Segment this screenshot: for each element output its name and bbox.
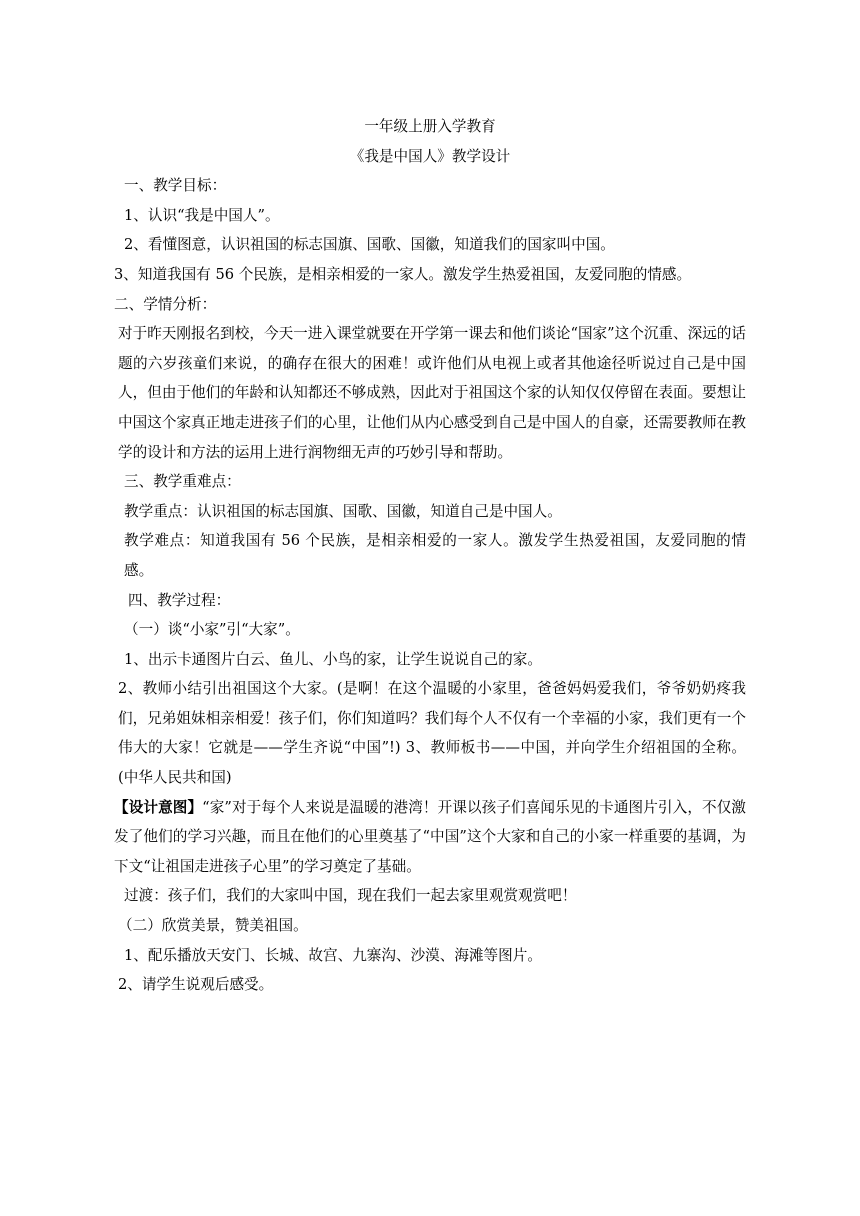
process-part2-item2: 2、请学生说观后感受。 [118,976,274,994]
process-part2-heading: （二）欣赏美景，赞美祖国。 [118,917,308,935]
design-intent-label: 【设计意图】 [114,798,203,816]
document-title: 一年级上册入学教育 [364,118,496,135]
design-intent-text: “家”对于每个人来说是温暖的港湾！开课以孩子们喜闻乐见的卡通图片引入，不仅激发了他们的学习兴趣，而且在他们的心里奠基了“中国”这个大家和自己的小家一样重要的基调，为下文“让祖国走进孩子心里”的学习奠定了基础。 [114,798,746,875]
section-heading-process: 四、教学过程： [128,591,231,609]
section-heading-analysis: 二、学情分析： [114,295,217,313]
section-heading-key-points: 三、教学重难点： [124,473,241,491]
document-body [114,112,746,1000]
process-part1-heading: （一）谈“小家”引“大家”。 [124,621,300,639]
process-part1-item1: 1、出示卡通图片白云、鱼儿、小鸟的家，让学生说说自己的家。 [124,650,542,668]
process-part2-item1: 1、配乐播放天安门、长城、故宫、九寨沟、沙漠、海滩等图片。 [124,946,542,964]
difficult-point-text: 教学难点：知道我国有 56 个民族，是相亲相爱的一家人。激发学生热爱祖国，友爱同胞的情感。 [124,532,746,579]
process-part1-item2: 2、教师小结引出祖国这个大家。(是啊！在这个温暖的小家里，爸爸妈妈爱我们，爷爷奶奶疼我们，兄弟姐妹相亲相爱！孩子们，你们知道吗？我们每个人不仅有一个幸福的小家，我们更有一个伟大的大家！它就是——学生齐说“中国”!) 3、教师板书——中国，并向学生介绍祖国的全称。(中华人民共和国) [118,680,746,787]
document-subtitle: 《我是中国人》教学设计 [349,147,511,165]
key-point-text: 教学重点：认识祖国的标志国旗、国歌、国徽，知道自己是中国人。 [124,502,562,520]
objective-item-1: 1、认识“我是中国人”。 [124,206,280,224]
objective-item-3: 3、知道我国有 56 个民族，是相亲相爱的一家人。激发学生热爱祖国，友爱同胞的情感。 [114,265,692,283]
transition-text: 过渡：孩子们，我们的大家叫中国，现在我们一起去家里观赏观赏吧！ [124,887,577,905]
section-heading-objectives: 一、教学目标： [124,177,227,195]
analysis-paragraph: 对于昨天刚报名到校，今天一进入课堂就要在开学第一课去和他们谈论“国家”这个沉重、深远的话题的六岁孩童们来说，的确存在很大的困难！或许他们从电视上或者其他途径听说过自己是中国人，但由于他们的年龄和认知都还不够成熟，因此对于祖国这个家的认知仅仅停留在表面。要想让中国这个家真正地走进孩子们的心里，让他们从内心感受到自己是中国人的自豪，还需要教师在教学的设计和方法的运用上进行润物细无声的巧妙引导和帮助。 [118,325,746,461]
objective-item-2: 2、看懂图意，认识祖国的标志国旗、国歌、国徽，知道我们的国家叫中国。 [124,236,615,254]
design-intent-paragraph [114,793,746,882]
